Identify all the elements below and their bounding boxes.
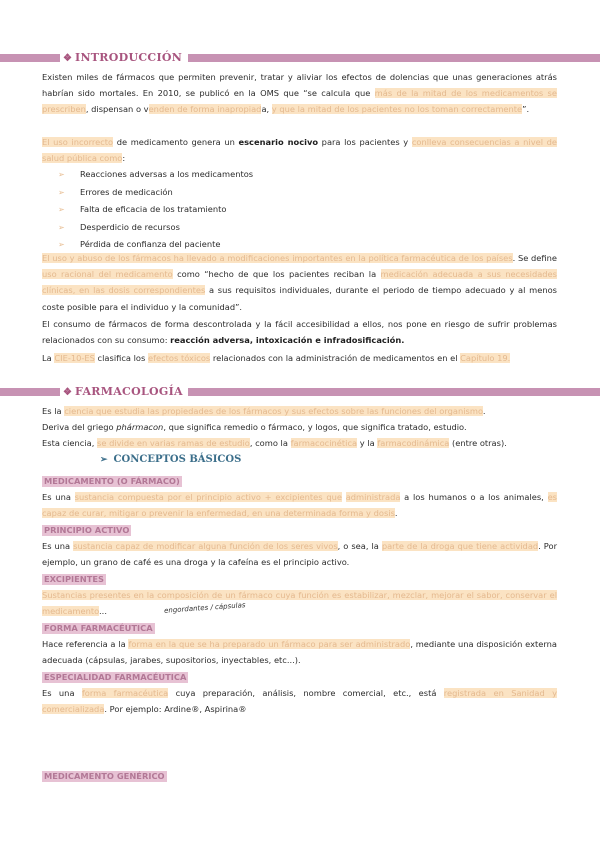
list-item: ➢ Falta de eficacia de los tratamiento — [58, 201, 253, 219]
farma-paragraph-2: Deriva del griego phármacon, que significa remedio o fármaco, y logos, que significa tratado, estudio. — [42, 422, 467, 432]
intro-paragraph-3: El uso y abuso de los fármacos ha llevado a modificaciones importantes en la política farmacéutica de los países. Se define uso racional del medicamento como “hecho de que los pacientes reciban la medicación adecuada a sus necesidades clínicas, en las dosis correspondientes a sus requisitos individuales, durante el periodo de tiempo adecuado y al menos coste posible para el individuo y la comunidad”. — [42, 253, 557, 312]
term-excipientes: EXCIPIENTES — [44, 574, 105, 584]
header-bar-left — [0, 388, 60, 396]
arrow-bullet-icon: ➢ — [58, 222, 65, 232]
section-title: ❖ FARMACOLOGÍA — [63, 384, 183, 400]
section-header-farmacologia — [0, 384, 600, 400]
term-principio-activo: PRINCIPIO ACTIVO — [44, 525, 130, 535]
list-item: ➢ Desperdicio de recursos — [58, 219, 253, 237]
arrow-bullet-icon: ➢ — [58, 170, 65, 179]
arrow-icon: ➢ — [100, 455, 108, 465]
list-item: ➢ Errores de medicación — [58, 184, 253, 202]
diamond-icon: ❖ — [63, 387, 73, 398]
subheading-conceptos: ➢ CONCEPTOS BÁSICOS — [100, 454, 242, 465]
term-medicamento-generico: MEDICAMENTO GENÉRICO — [44, 771, 165, 781]
arrow-bullet-icon: ➢ — [58, 240, 65, 250]
farma-paragraph-1: Es la ciencia que estudia las propiedades de los fármacos y sus efectos sobre las funciones del organismo. — [42, 406, 486, 416]
header-bar-right — [188, 388, 600, 396]
section-header-introduccion — [0, 50, 600, 66]
farma-paragraph-3: Esta ciencia, se divide en varias ramas de estudio, como la farmacocinética y la farmacodinámica (entre otras). — [42, 438, 507, 448]
term-especialidad-farmaceutica: ESPECIALIDAD FARMACÉUTICA — [44, 672, 187, 682]
intro-paragraph-2: El uso incorrecto de medicamento genera un escenario nocivo para los pacientes y conlleva consecuencias a nivel de salud pública como: — [42, 137, 557, 164]
section-title: ❖ INTRODUCCIÓN — [63, 50, 182, 66]
arrow-bullet-icon: ➢ — [58, 187, 65, 197]
list-item: ➢ Reacciones adversas a los medicamentos — [58, 166, 253, 184]
header-bar-left — [0, 54, 60, 62]
intro-paragraph-4: El consumo de fármacos de forma descontrolada y la fácil accesibilidad a ellos, nos pone en riesgo de sufrir problemas relacionados con su consumo: reacción adversa, intoxicación e infradosificación. — [42, 319, 557, 346]
arrow-bullet-icon: ➢ — [58, 205, 65, 215]
consequences-list — [58, 166, 253, 254]
definition-principio-activo: Es una sustancia capaz de modificar alguna función de los seres vivos, o sea, la parte de la droga que tiene actividad. Por ejemplo, un grano de café es una droga y la cafeína es el principio activo. — [42, 541, 557, 568]
handwritten-note: engordantes / cápsulas — [163, 601, 246, 615]
term-medicamento: MEDICAMENTO (O FÁRMACO) — [44, 476, 180, 486]
term-forma-farmaceutica: FORMA FARMACÉUTICA — [44, 623, 153, 633]
definition-medicamento: Es una sustancia compuesta por el principio activo + excipientes que administrada a los humanos o a los animales, es capaz de curar, mitigar o prevenir la enfermedad, en una determinada forma y dosis. — [42, 492, 557, 519]
header-bar-right — [188, 54, 600, 62]
intro-paragraph-1: Existen miles de fármacos que permiten prevenir, tratar y aliviar los efectos de dolencias que unas generaciones atrás habrían sido mortales. En 2010, se publicó en la OMS que “se calcula que más de la mitad de los medicamentos se prescriben, dispensan o venden de forma inapropiada, y que la mitad de los pacientes no los toman correctamente”. — [42, 72, 557, 115]
diamond-icon: ❖ — [63, 53, 73, 64]
definition-especialidad-farmaceutica: Es una forma farmacéutica cuya preparación, análisis, nombre comercial, etc., está registrada en Sanidad y comercializada. Por ejemplo: Ardine®, Aspirina® — [42, 688, 557, 715]
definition-excipientes: Sustancias presentes en la composición de un fármaco cuya función es estabilizar, mezclar, mejorar el sabor, conservar el medicamento... — [42, 590, 557, 617]
list-item: ➢ Pérdida de confianza del paciente — [58, 236, 253, 254]
definition-forma-farmaceutica: Hace referencia a la forma en la que se ha preparado un fármaco para ser administrado, mediante una disposición externa adecuada (cápsulas, jarabes, supositorios, inyectables, etc...). — [42, 639, 557, 666]
intro-paragraph-5: La CIE-10-ES clasifica los efectos tóxicos relacionados con la administración de medicamentos en el Capítulo 19. — [42, 353, 511, 363]
